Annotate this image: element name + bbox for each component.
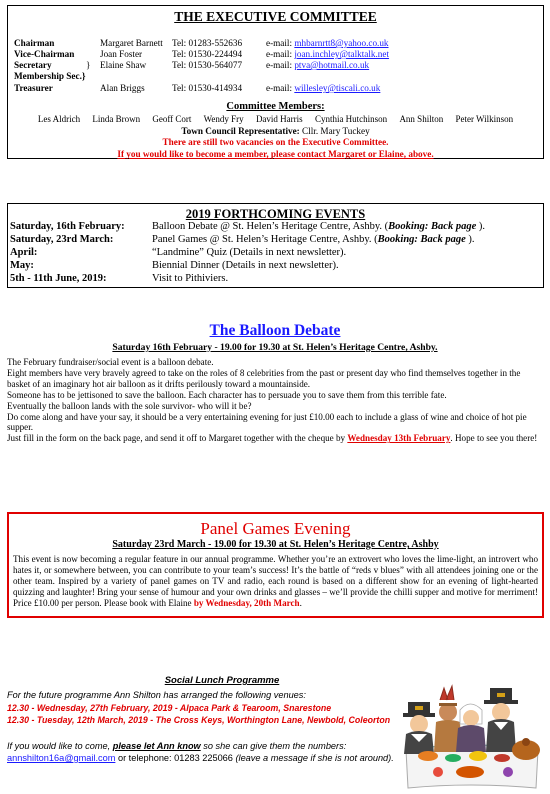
event-booking: Booking: Back page — [388, 221, 477, 232]
event-date: April: — [10, 247, 38, 258]
event-row — [10, 221, 541, 234]
email-link[interactable]: annshilton16a@gmail.com — [7, 753, 116, 763]
lunch-venue: 12.30 - Wednesday, 27th February, 2019 - Alpaca Park & Tearoom, Snarestone — [7, 703, 332, 713]
event-desc: Panel Games @ St. Helen’s Heritage Centre, Ashby. ( — [152, 234, 378, 245]
deadline: by Wednesday, 20th March — [193, 597, 300, 608]
event-tail: ). — [476, 221, 485, 232]
contact-text: If you would like to come, — [7, 741, 113, 751]
telephone: Tel: 01530-224494 — [172, 49, 243, 59]
event-booking: Booking: Back page — [377, 234, 466, 245]
role: Secretary — [14, 60, 52, 70]
contact-emphasis: please let Ann know — [112, 741, 201, 751]
paragraph: Eventually the balloon lands with the sole survivor- who will it be? — [7, 400, 252, 411]
paragraph-text: This event is now becoming a regular feature in our annual programme. Whether you’re an extrovert who loves the lime-light, an introvert who hates it, or somewhere between, you can contribute to your team’s success! It’s the battle of “reds v blues” with all attendees joining one or the other team. Inspired by a variety of panel games on TV and radio, each round is based on a different show for an evening of light-hearted quizzing and laughter! Bring your sense of humour and your own drinks and glasses – we’ll provide the chilli supper and motive for merriment! Price £10.00 per person. Please book with Elaine — [13, 554, 538, 608]
contact-text: so she can give them the numbers: — [200, 741, 347, 751]
paragraph-text: . — [299, 597, 302, 608]
committee-members-list — [8, 114, 543, 124]
committee-row-vice-chairman — [14, 49, 539, 60]
contact-note: (leave a message if she is not around). — [235, 753, 394, 763]
town-council-rep — [8, 126, 543, 136]
lunch-illustration-image — [398, 672, 543, 790]
paragraph-text: Just fill in the form on the back page, and send it off to Margaret together with the cheque by — [7, 433, 348, 444]
email-link[interactable]: joan.inchley@talktalk.net — [294, 49, 390, 59]
event-row — [10, 234, 541, 247]
event-text: Biennial Dinner (Details in next newsletter). — [152, 260, 339, 271]
event-date: Saturday, 16th February: — [10, 221, 125, 232]
role: Chairman — [14, 38, 55, 48]
email-label: e-mail: — [266, 38, 293, 48]
deadline: Wednesday 13th February — [347, 433, 451, 444]
email — [266, 83, 380, 93]
email — [266, 60, 369, 70]
member-name: Geoff Cort — [152, 114, 192, 124]
event-text: “Landmine” Quiz (Details in next newsletter). — [152, 247, 347, 258]
town-council-label: Town Council Representative: — [181, 126, 300, 136]
balloon-debate-subtitle: Saturday 16th February - 19.00 for 19.30 at St. Helen’s Heritage Centre, Ashby. — [112, 342, 438, 353]
contact-phone: or telephone: 01283 225066 — [115, 753, 236, 763]
vacancy-notice: There are still two vacancies on the Executive Committee. — [162, 137, 389, 147]
name: Elaine Shaw — [100, 60, 147, 70]
email-label: e-mail: — [266, 49, 293, 59]
brace: } — [86, 60, 91, 70]
event-row — [10, 260, 541, 273]
balloon-debate-body — [7, 357, 544, 444]
event-date: May: — [10, 260, 34, 271]
executive-title: THE EXECUTIVE COMMITTEE — [174, 9, 377, 24]
telephone: Tel: 01283-552636 — [172, 38, 243, 48]
social-lunch-title: Social Lunch Programme — [164, 675, 280, 686]
paragraph: Eight members have very bravely agreed to take on the roles of 8 celebrities from the past or present day who find themselves together in the basket of an imaginary hot air balloon as it drifts perilously toward a mountainside. — [7, 367, 521, 389]
event-text: Visit to Pithiviers. — [152, 273, 229, 284]
vacancy-contact-notice: If you would like to become a member, please contact Margaret or Elaine, above. — [117, 149, 434, 159]
committee-members-heading: Committee Members: — [226, 101, 325, 112]
executive-committee-box — [7, 5, 544, 159]
telephone: Tel: 01530-414934 — [172, 83, 243, 93]
role: Membership Sec.} — [14, 71, 86, 81]
event-date: Saturday, 23rd March: — [10, 234, 114, 245]
member-name: Ann Shilton — [399, 114, 444, 124]
paragraph-text: . Hope to see you there! — [450, 433, 538, 444]
name: Margaret Barnett — [100, 38, 163, 48]
email-link[interactable]: ptva@hotmail.co.uk — [294, 60, 370, 70]
paragraph: Do come along and have your say, it should be a very entertaining evening for just £10.00 each to include a glass of wine and choice of hot pie supper. — [7, 411, 527, 433]
email-label: e-mail: — [266, 83, 293, 93]
event-date: 5th - 11th June, 2019: — [10, 273, 107, 284]
role: Vice-Chairman — [14, 49, 75, 59]
social-lunch-intro: For the future programme Ann Shilton has arranged the following venues: — [7, 690, 306, 700]
event-text — [152, 221, 485, 232]
town-council-name: Cllr. Mary Tuckey — [302, 126, 370, 136]
event-text — [152, 234, 475, 245]
paragraph: Someone has to be jettisoned to save the balloon. Each character has to persuade you to save them from this terrible fate. — [7, 389, 447, 400]
balloon-debate-title: The Balloon Debate — [209, 322, 341, 339]
member-name: Wendy Fry — [203, 114, 244, 124]
paragraph — [7, 433, 544, 444]
member-name: Peter Wilkinson — [455, 114, 514, 124]
member-name: David Harris — [255, 114, 303, 124]
telephone: Tel: 01530-564077 — [172, 60, 243, 70]
name: Alan Briggs — [100, 83, 145, 93]
committee-row-membership — [14, 71, 539, 82]
member-name: Les Aldrich — [37, 114, 81, 124]
lunch-venue: 12.30 - Tuesday, 12th March, 2019 - The Cross Keys, Worthington Lane, Newbold, Coleorton — [7, 715, 391, 725]
email-link[interactable]: mhbarnrtt8@yahoo.co.uk — [294, 38, 389, 48]
panel-games-body — [13, 554, 538, 609]
events-title: 2019 FORTHCOMING EVENTS — [185, 207, 366, 221]
member-name: Cynthia Hutchinson — [314, 114, 388, 124]
lunch-contact — [7, 740, 397, 764]
panel-games-box — [7, 512, 544, 618]
panel-games-title: Panel Games Evening — [200, 519, 351, 538]
event-row — [10, 273, 541, 286]
member-name: Linda Brown — [92, 114, 141, 124]
email — [266, 38, 389, 48]
email — [266, 49, 389, 59]
event-row — [10, 247, 541, 260]
role: Treasurer — [14, 83, 53, 93]
committee-row-secretary — [14, 60, 539, 71]
forthcoming-events-box — [7, 203, 544, 288]
email-label: e-mail: — [266, 60, 293, 70]
email-link[interactable]: willesley@tiscali.co.uk — [294, 83, 381, 93]
event-tail: ). — [465, 234, 475, 245]
paragraph: The February fundraiser/social event is a balloon debate. — [7, 357, 214, 367]
event-desc: Balloon Debate @ St. Helen’s Heritage Centre, Ashby. ( — [152, 221, 389, 232]
panel-games-subtitle: Saturday 23rd March - 19.00 for 19.30 at St. Helen’s Heritage Centre, Ashby — [112, 539, 439, 550]
committee-row-treasurer — [14, 83, 539, 94]
committee-row-chairman — [14, 38, 539, 49]
name: Joan Foster — [100, 49, 143, 59]
